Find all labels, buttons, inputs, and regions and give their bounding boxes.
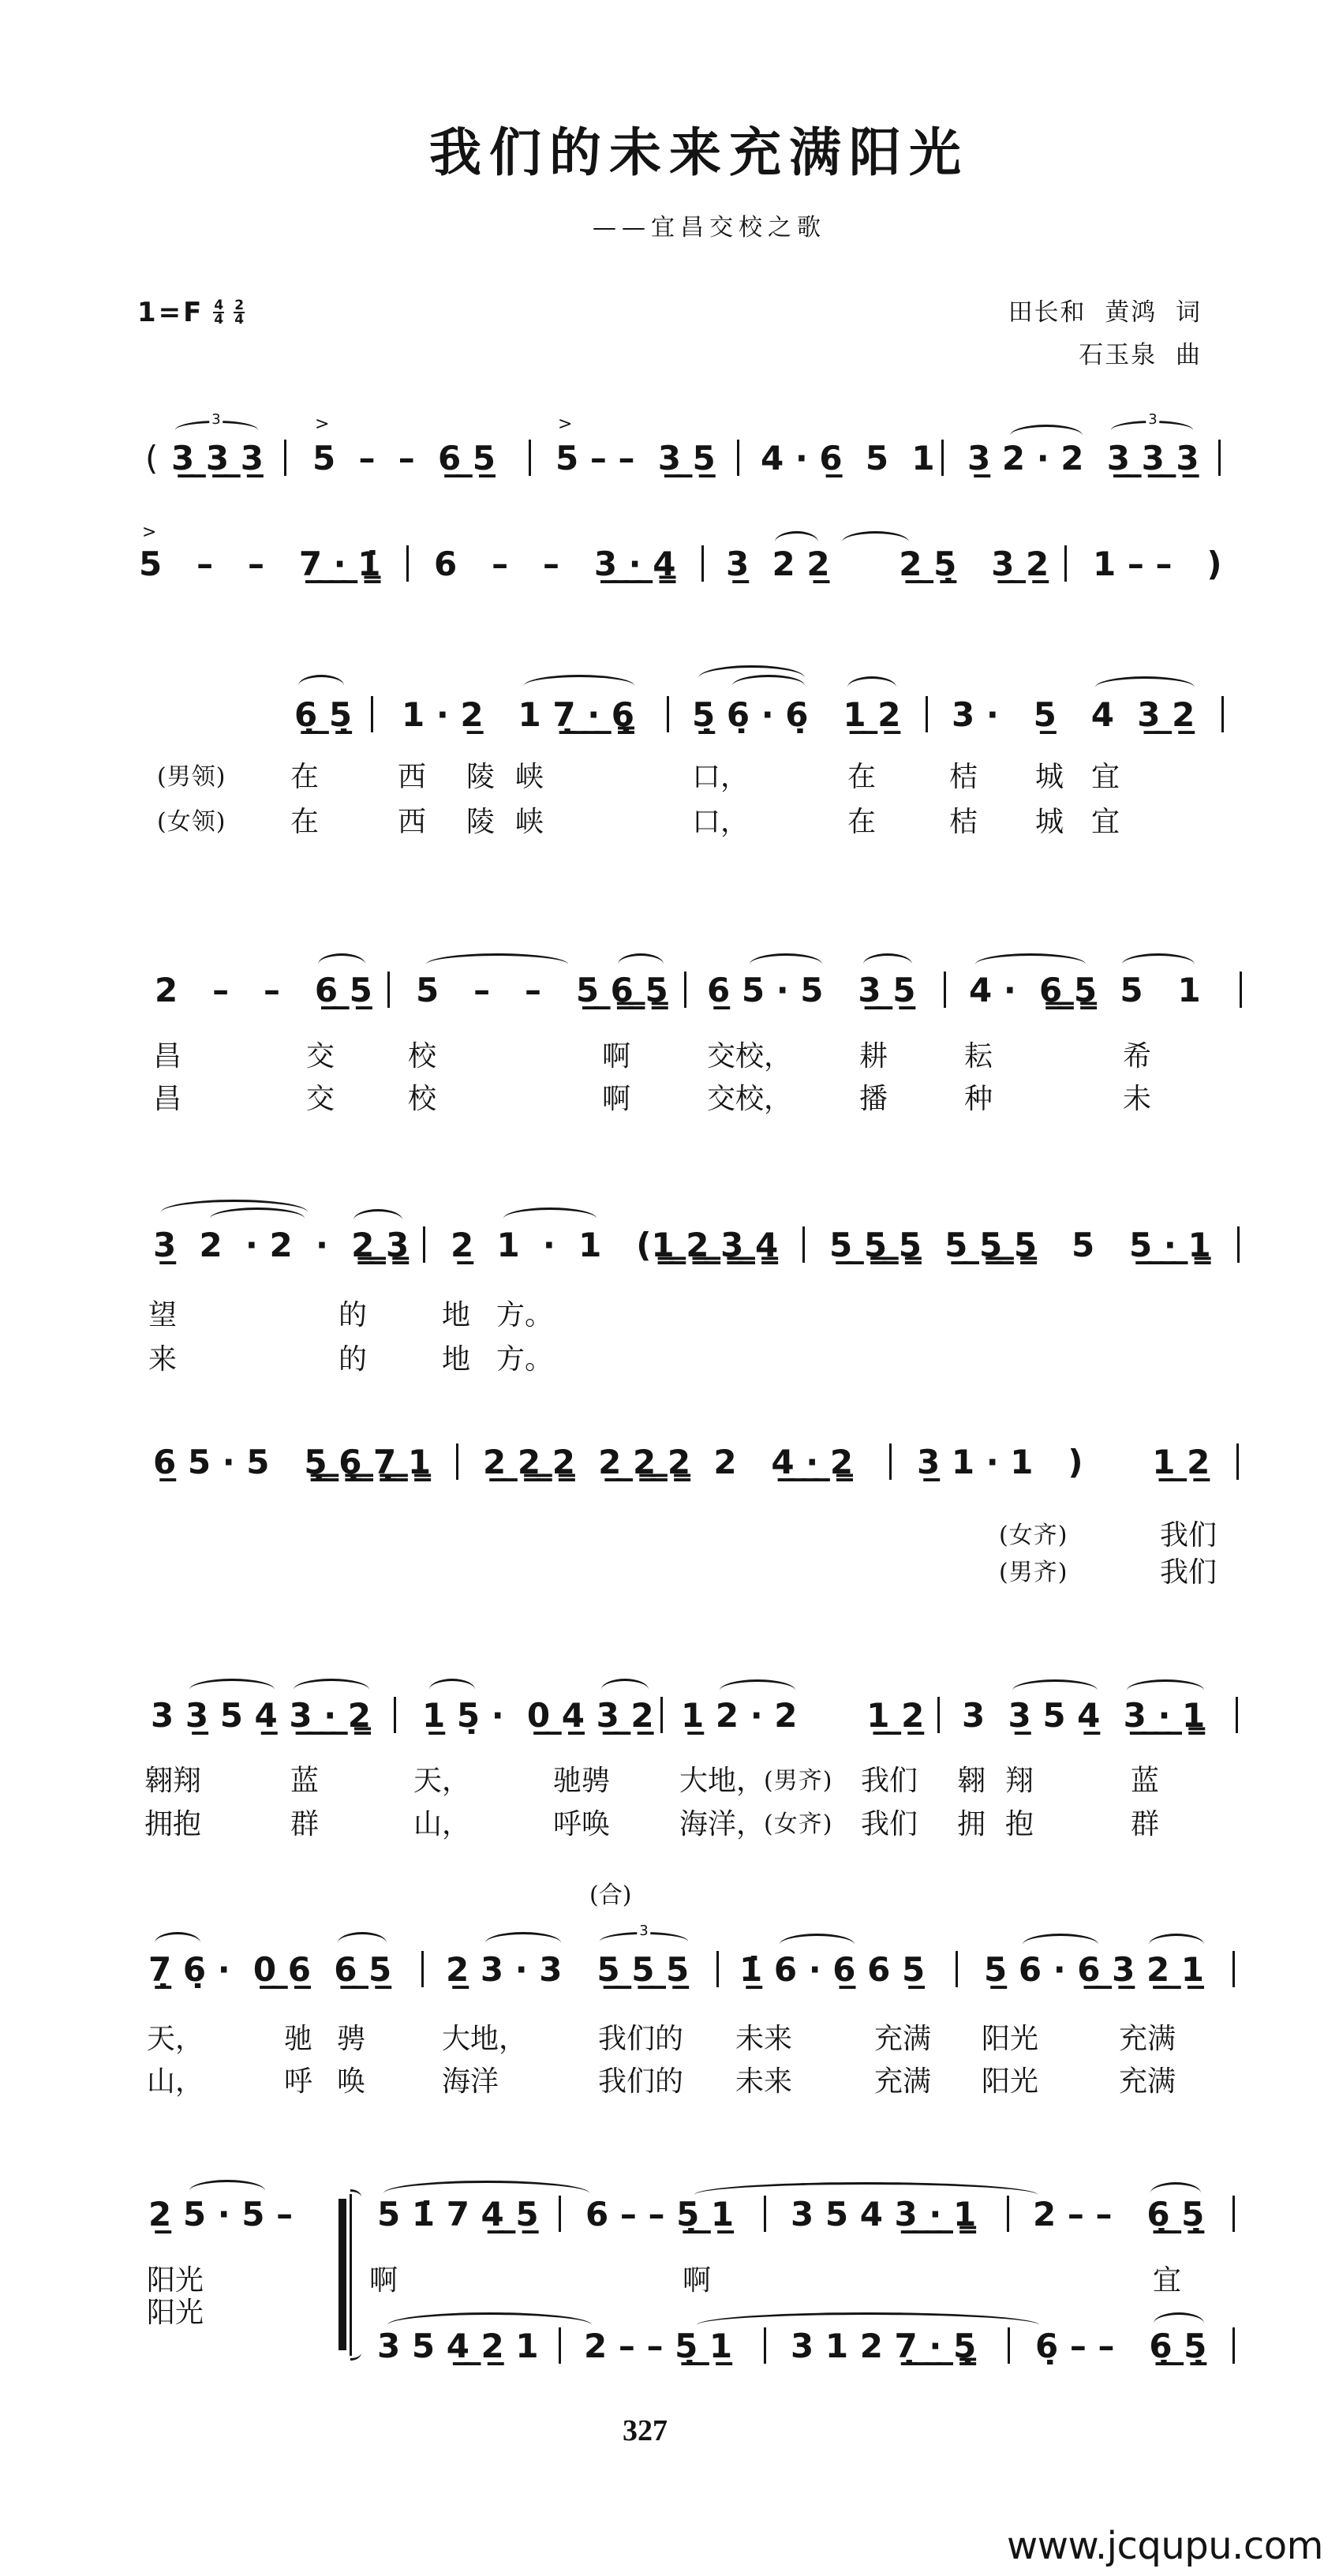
lyric-word: 充满 xyxy=(874,2023,932,2055)
lyrics-line-ending-2 xyxy=(0,2297,1339,2329)
measure: 3 5 4 3̲ ̲·̲ ̲1̳ xyxy=(791,2195,977,2233)
measure: 1̲̇ 6 · 6̲ 6 5̲ xyxy=(739,1950,926,1989)
lyric-word: 翱 xyxy=(957,1765,986,1797)
slur xyxy=(1012,1679,1098,1690)
lyric-word: 拥 xyxy=(957,1808,986,1840)
lyric-word: 峡 xyxy=(515,806,544,838)
triplet-label: 3 xyxy=(209,413,223,427)
voice-part-label: (女齐) xyxy=(764,1810,833,1838)
measure: 7̲̣ 6̣ · 0̲ ̲6̲ 6̲ ̲5̲ xyxy=(148,1950,392,1989)
slur xyxy=(155,1932,200,1943)
barline xyxy=(889,1443,892,1480)
measure: 2̲ 3 · 3 5̲ ̲5̲ ̲5̲ xyxy=(446,1950,690,1989)
measure: 3̲ 2 2̲ 2̲ ̲5̲̣ 3̲ ̲2̲ xyxy=(726,545,1049,583)
lyrics-line-verse-1 xyxy=(0,1765,1339,1797)
time-signature-denominator: 4 xyxy=(234,312,245,328)
lyric-word: 呼 xyxy=(284,2065,313,2098)
lyric-word: 呼唤 xyxy=(553,1808,611,1840)
lyric-word: 昌 xyxy=(153,1040,182,1073)
lyric-word: 西 xyxy=(398,806,427,838)
lyric-word: 交 xyxy=(306,1083,335,1115)
music-label: 曲 xyxy=(1176,341,1202,369)
song-title: 我们的未来充满阳光 xyxy=(429,122,969,183)
song-subtitle: ——宜昌交校之歌 xyxy=(593,214,826,242)
lyrics-line-male-lead xyxy=(0,762,1339,793)
score-line-9-upper xyxy=(0,2195,1339,2233)
score-line-6 xyxy=(0,1443,1339,1481)
lyric-word: 耘 xyxy=(964,1040,993,1073)
barline xyxy=(1064,545,1067,582)
slur xyxy=(847,676,896,687)
measure: 3 3̲ 5 4̲ 3̲ ̲·̲ ̲1̳ xyxy=(962,1696,1206,1735)
lyric-word: 我们 xyxy=(861,1808,918,1840)
lyric-word: 未 xyxy=(1123,1083,1152,1115)
lyric-word: 群 xyxy=(290,1808,320,1840)
barline xyxy=(716,1951,719,1987)
barline xyxy=(456,1443,458,1480)
score-line-5 xyxy=(0,1226,1339,1264)
lyric-word: 啊 xyxy=(602,1040,631,1073)
lyric-word: 地 xyxy=(442,1299,471,1331)
barline xyxy=(764,2327,766,2364)
lyric-word: 山， xyxy=(413,1808,471,1840)
barline xyxy=(684,972,686,1008)
measure: 2 – – 5̲̣ ̲1̲ xyxy=(584,2327,733,2365)
barline xyxy=(421,1951,424,1987)
lyric-word: 阳光 xyxy=(147,2297,204,2329)
slur xyxy=(338,1932,387,1943)
measure: 4 · 6̳ ̳5̳ 5 1 xyxy=(969,971,1201,1009)
measure: 6 – – 5̲̣ ̲1̲ xyxy=(585,2195,735,2233)
slur xyxy=(383,2181,589,2193)
voice-part-label: (男领) xyxy=(157,763,226,791)
lyric-word: 的 xyxy=(338,1343,368,1376)
lyric-word: 城 xyxy=(1035,761,1064,793)
lyrics-line-verse-2 xyxy=(0,2066,1339,2098)
lyric-word: 在 xyxy=(847,806,877,838)
lyric-word: 口， xyxy=(692,806,750,838)
lyric-word: 蓝 xyxy=(1131,1765,1160,1797)
lyric-word: 啊 xyxy=(602,1083,631,1115)
lyric-word: 抱 xyxy=(1005,1808,1034,1840)
barline xyxy=(1007,2196,1009,2232)
lyric-word: 翔 xyxy=(1005,1765,1034,1797)
time-signature-numerator: 4 xyxy=(214,298,224,313)
lyric-word: 方。 xyxy=(496,1299,554,1331)
lyric-word: 翱翔 xyxy=(144,1765,202,1797)
barline xyxy=(1218,440,1221,476)
measure: 5̲ ̲5̳ ̳5̳ 5̲ ̲5̳ ̳5̳ 5 5̲ ̲·̲ ̲1̳ xyxy=(829,1226,1211,1264)
barline xyxy=(529,440,531,476)
measure: 3 5 4̲ ̲2̲ 1 xyxy=(377,2327,539,2365)
slur xyxy=(426,953,568,964)
lyric-word: 希 xyxy=(1123,1040,1152,1073)
score-line-9-lower xyxy=(0,2327,1339,2365)
barline xyxy=(944,972,946,1008)
measure: 3̲ 2 · 2 3̲ ̲3̲ ̲3̲ xyxy=(967,439,1199,477)
measure: 6̣ – – 6̲̣ ̲5̲̣ xyxy=(1035,2327,1207,2365)
measure: 6̲ 5 · 5 5̳̣ ̳6̳̣ ̳7̳̣ ̳1̳ xyxy=(153,1443,432,1481)
slur xyxy=(1010,425,1083,436)
lyric-word: 充满 xyxy=(1119,2065,1176,2098)
measure: 3 3̲ 5 4̲ 3̲ ̲·̲ ̲2̳ xyxy=(151,1696,372,1735)
measure: 6 – – 3̲ ̲·̲ ̲4̳ xyxy=(434,545,676,583)
measure: 5 – – 7̲ ̲·̲ ̲1̳̇ xyxy=(139,545,381,583)
lyricist-names: 田长和 黄鸿 xyxy=(1008,298,1158,327)
barline xyxy=(667,696,669,732)
lyric-word: 群 xyxy=(1131,1808,1160,1840)
lyric-word: 昌 xyxy=(153,1083,182,1115)
lyric-word: 拥抱 xyxy=(144,1808,202,1840)
lyric-word: 我们的 xyxy=(598,2065,684,2098)
lyrics-line-female-chorus xyxy=(0,1520,1339,1552)
lyric-word: 唤 xyxy=(337,2065,366,2098)
lyric-word: 海洋， xyxy=(679,1808,765,1840)
barline xyxy=(1008,2327,1010,2364)
lyricist-credit xyxy=(1008,298,1202,327)
lyric-word: 陵 xyxy=(466,761,496,793)
slur xyxy=(524,675,634,686)
lyric-word: 天， xyxy=(147,2023,204,2055)
slur xyxy=(485,1932,561,1943)
barline xyxy=(559,2327,561,2364)
barline xyxy=(1232,1951,1235,1987)
measure: 2̲ 1 · 1 (1̳ ̳2̳ ̳3̳ ̳4̳ xyxy=(451,1226,779,1264)
barline xyxy=(802,1226,805,1263)
lyrics-line-female-lead xyxy=(0,807,1339,838)
measure: 6̲ 5 · 5 3̲ ̲5̲ xyxy=(707,971,916,1009)
barline xyxy=(1232,2196,1235,2232)
time-signature-denominator: 4 xyxy=(214,312,224,328)
slur xyxy=(775,531,818,542)
measure: 3̲ ̲3̲ ̲3̲ xyxy=(171,439,264,477)
lyric-word: 驰骋 xyxy=(553,1765,611,1797)
voice-part-label: (男齐) xyxy=(764,1767,833,1795)
slur xyxy=(1149,1934,1204,1945)
barline xyxy=(1237,1226,1240,1263)
lyric-word: 地 xyxy=(442,1343,471,1376)
slur xyxy=(618,953,664,964)
slur xyxy=(294,1679,369,1690)
lyric-word: 校 xyxy=(408,1083,437,1115)
lyric-word: 的 xyxy=(338,1299,368,1331)
lyrics-line-verse-1 xyxy=(0,1300,1339,1331)
measure: 1 · 2̲ 1 7̲̣ ̲·̲ ̲6̳̣ xyxy=(402,695,635,734)
lyric-word: 宜 xyxy=(1091,761,1120,793)
lyrics-line-male-chorus xyxy=(0,1557,1339,1589)
lyric-word: 大地， xyxy=(679,1765,765,1797)
intro-open-paren: ( xyxy=(145,439,159,477)
score-line-4 xyxy=(0,971,1339,1009)
lyric-word: 山， xyxy=(147,2065,204,2098)
composer-credit xyxy=(1079,341,1202,369)
page-number: 327 xyxy=(623,2414,668,2447)
lyric-word: 海洋 xyxy=(442,2065,499,2098)
slur xyxy=(694,2182,1038,2195)
slur xyxy=(863,953,912,964)
lyrics-line-verse-2 xyxy=(0,1809,1339,1840)
key-signature: 1=F xyxy=(137,297,204,328)
pickup-measure: 6̲̣ ̲5̲̣ xyxy=(294,695,353,734)
lyric-word: 阳光 xyxy=(982,2065,1039,2098)
measure: 5̲ 6 · 6̲ ̲3̲ 2̲ ̲1̲ xyxy=(984,1950,1205,1989)
slur xyxy=(1127,1679,1204,1690)
barline xyxy=(284,440,286,476)
barline xyxy=(937,1697,940,1733)
lyric-word: 望 xyxy=(148,1299,178,1331)
slur xyxy=(780,1934,855,1945)
barline xyxy=(371,696,373,732)
barline xyxy=(1232,2327,1235,2364)
lyric-word: 峡 xyxy=(515,761,544,793)
chorus-label: (合) xyxy=(589,1881,632,1909)
accent-mark: > xyxy=(142,522,157,542)
key-and-time-signature xyxy=(137,297,245,328)
lyric-word: 种 xyxy=(964,1083,993,1115)
lyric-word: 播 xyxy=(859,1083,888,1115)
slur xyxy=(429,1679,475,1690)
voice-part-label: (女齐) xyxy=(999,1522,1068,1549)
lyrics-line-verse-1 xyxy=(0,2024,1339,2055)
measure: 3̲ 1 · 1 ) 1̲ ̲2̲ xyxy=(917,1443,1210,1481)
lyric-word: 在 xyxy=(290,761,320,793)
measure: 1̲ 2 · 2 1̲ ̲2̲ xyxy=(681,1696,925,1735)
lyric-word: 阳光 xyxy=(147,2264,204,2297)
measure: 2 – – 6̲ ̲5̲ xyxy=(155,971,372,1009)
lyrics-line-verse-2 xyxy=(0,1344,1339,1376)
lyric-word: 交 xyxy=(306,1040,335,1073)
voice-part-label: (女领) xyxy=(157,808,226,836)
slur xyxy=(601,1679,649,1690)
lyric-word: 未来 xyxy=(735,2065,793,2098)
lyric-word: 宜 xyxy=(1091,806,1120,838)
lyric-word: 未来 xyxy=(735,2023,793,2055)
measure-before-split: 2̲ 5 · 5 – xyxy=(148,2195,294,2233)
lyric-word: 我们 xyxy=(1160,1519,1217,1552)
lyric-word: 我们 xyxy=(861,1765,918,1797)
lyrics-line-ending-1 xyxy=(0,2265,1339,2297)
triplet-label: 3 xyxy=(1146,413,1159,427)
measure: 2̲ ̲2̳ ̳2̳ 2̲ ̲2̳ ̳2̳ 2 4̲ ̲·̲ ̲2̳ xyxy=(483,1443,854,1481)
lyrics-label: 词 xyxy=(1176,298,1202,327)
lyric-word: 啊 xyxy=(369,2264,398,2297)
score-line-7 xyxy=(0,1696,1339,1735)
barline xyxy=(406,545,409,582)
composer-name: 石玉泉 xyxy=(1079,341,1158,369)
time-signature-numerator: 2 xyxy=(234,298,245,313)
lyric-word: 驰 xyxy=(284,2023,313,2055)
measure: 3 1 2 7̲̣ ̲·̲ ̲5̳̣ xyxy=(791,2327,977,2365)
slur xyxy=(842,531,909,542)
lyric-word: 交校， xyxy=(707,1083,793,1115)
slur xyxy=(298,675,344,686)
measure: 5 – – 3̲ ̲5̲ xyxy=(555,439,716,477)
barline xyxy=(559,2196,561,2232)
slur xyxy=(975,953,1086,964)
slur xyxy=(1122,953,1195,964)
lyric-word: 大地， xyxy=(442,2023,528,2055)
lyrics-line-verse-2 xyxy=(0,1084,1339,1115)
lyric-word: 在 xyxy=(290,806,320,838)
lyric-word: 骋 xyxy=(337,2023,366,2055)
lyric-word: 校 xyxy=(408,1040,437,1073)
slur xyxy=(189,2180,265,2191)
lyric-word: 充满 xyxy=(874,2065,932,2098)
lyric-word: 陵 xyxy=(466,806,496,838)
slur xyxy=(503,1208,597,1219)
barline xyxy=(387,972,390,1008)
lyric-word: 西 xyxy=(398,761,427,793)
lyric-word: 阳光 xyxy=(982,2023,1039,2055)
barline xyxy=(1236,1443,1239,1480)
score-line-8 xyxy=(0,1923,1339,1989)
slur xyxy=(1095,676,1195,687)
lyric-word: 宜 xyxy=(1153,2264,1182,2297)
slur xyxy=(750,953,822,964)
lyric-word: 天， xyxy=(413,1765,471,1797)
lyric-word: 蓝 xyxy=(290,1765,320,1797)
measure: 3̲ 2 · 2 · 2̳ ̳3̳ xyxy=(153,1226,410,1264)
lyric-word: 在 xyxy=(847,761,877,793)
slur xyxy=(353,1209,402,1220)
barline xyxy=(660,1697,663,1733)
score-line-1 xyxy=(0,411,1339,477)
accent-mark: > xyxy=(315,414,330,434)
barline xyxy=(941,440,944,476)
lyric-word: 桔 xyxy=(949,761,978,793)
measure: 4 · 6̲ 5 1 xyxy=(761,439,935,477)
time-signature-2-4 xyxy=(234,299,245,326)
barline xyxy=(1240,972,1242,1008)
lyric-word: 桔 xyxy=(949,806,978,838)
lyric-word: 城 xyxy=(1035,806,1064,838)
measure: 1 – – ) xyxy=(1093,545,1222,583)
slur xyxy=(318,953,365,964)
lyric-word: 啊 xyxy=(683,2264,712,2297)
slur xyxy=(189,1679,275,1690)
barline xyxy=(394,1697,396,1733)
measure: 5 1̇ 7 4̲ ̲5̲ xyxy=(377,2195,539,2233)
lyric-word: 交校， xyxy=(707,1040,793,1073)
accent-mark: > xyxy=(558,414,573,434)
measure: 5̲̣ 6̣ · 6̣ 1̲ ̲2̲ xyxy=(692,695,901,734)
barline xyxy=(701,545,704,582)
barline xyxy=(423,1226,425,1263)
lyric-word: 方。 xyxy=(496,1343,554,1376)
lyric-word: 充满 xyxy=(1119,2023,1176,2055)
barline xyxy=(926,696,928,732)
watermark: www.jcqupu.com xyxy=(1007,2524,1323,2568)
score-line-3 xyxy=(0,695,1339,734)
lyric-word: 我们 xyxy=(1160,1556,1217,1589)
time-signature-4-4 xyxy=(213,299,224,326)
measure: 1̲ 5̣ · 0̲ ̲4̲ 3̲ ̲2̲ xyxy=(422,1696,654,1735)
lyric-word: 口， xyxy=(692,761,750,793)
lyric-word: 耕 xyxy=(859,1040,888,1073)
barline xyxy=(1236,1697,1238,1733)
measure: 5 – – 6̲ ̲5̲ xyxy=(312,439,496,477)
barline xyxy=(1221,696,1224,732)
lyric-word: 我们的 xyxy=(598,2023,684,2055)
measure: 5 – – 5̲ ̲6̳ ̳5̳ xyxy=(416,971,668,1009)
barline xyxy=(764,2196,766,2232)
bracket-top-hook xyxy=(350,2189,361,2197)
triplet-label: 3 xyxy=(637,1924,650,1938)
lyric-word: 来 xyxy=(148,1343,178,1376)
slur xyxy=(720,1679,795,1690)
measure: 3 · 5̲ 4 3̲ ̲2̲ xyxy=(952,695,1195,734)
lyrics-line-verse-1 xyxy=(0,1041,1339,1073)
measure: 2 – – 6̲̣ ̲5̲̣ xyxy=(1033,2195,1205,2233)
score-line-2 xyxy=(0,522,1339,583)
voice-part-label: (男齐) xyxy=(999,1559,1068,1586)
slur xyxy=(1150,2182,1201,2193)
barline xyxy=(737,440,739,476)
barline xyxy=(956,1951,958,1987)
slur xyxy=(1023,1934,1098,1945)
